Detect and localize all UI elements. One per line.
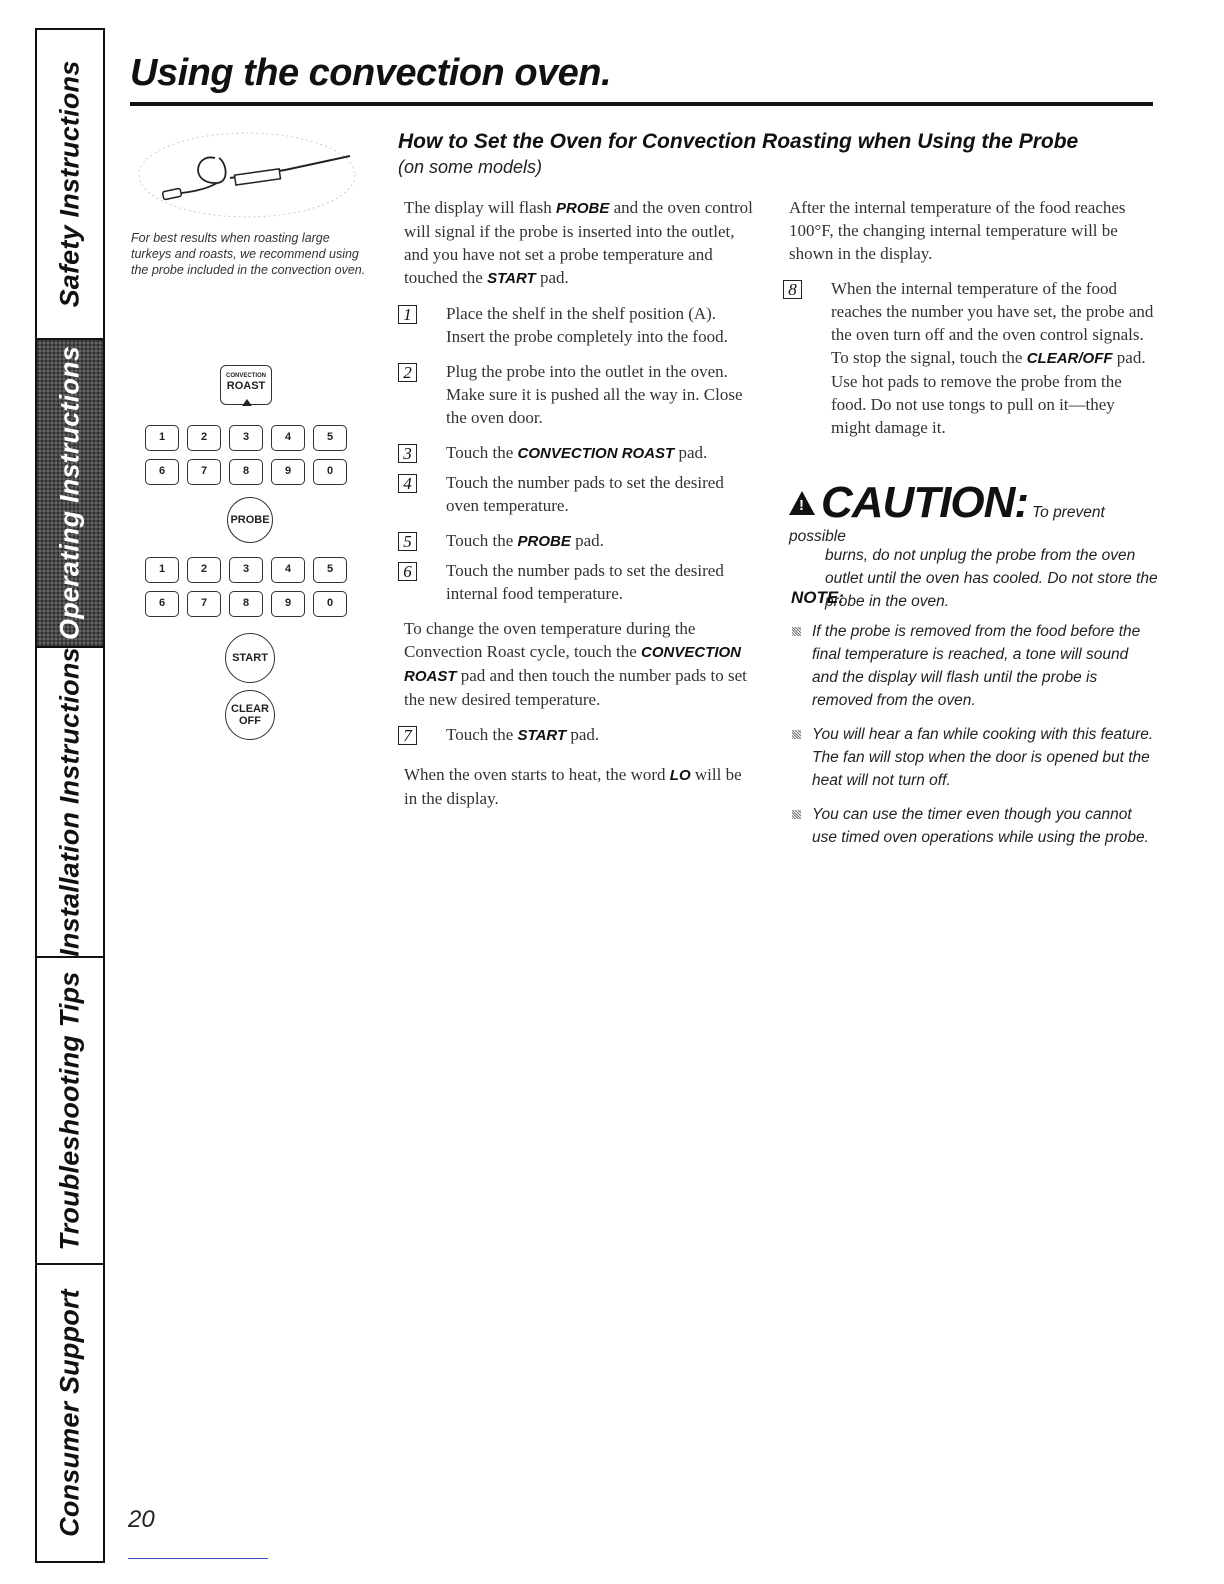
keyword: CONVECTION ROAST — [517, 445, 675, 462]
text: When the oven starts to heat, the word — [404, 765, 670, 784]
tab-installation-instructions[interactable] — [37, 648, 103, 958]
text: Touch the — [446, 531, 518, 550]
title-divider — [130, 102, 1153, 106]
step-number: 2 — [398, 363, 417, 382]
step-number: 5 — [398, 532, 417, 551]
step-8 — [789, 277, 1154, 439]
number-key: 2 — [187, 557, 221, 583]
tab-troubleshooting-tips[interactable] — [37, 958, 103, 1265]
warning-icon — [789, 491, 815, 515]
step-number: 1 — [398, 305, 417, 324]
step-5 — [404, 529, 754, 553]
intro-paragraph — [404, 196, 754, 290]
number-key: 3 — [229, 557, 263, 583]
number-key: 1 — [145, 557, 179, 583]
text: pad. — [674, 443, 708, 462]
page-number: 20 — [128, 1506, 155, 1533]
tab-label: Installation Instructions — [54, 647, 85, 957]
tab-safety-instructions[interactable] — [37, 30, 103, 340]
convection-key-large: ROAST — [226, 380, 266, 392]
text: pad. Use hot pads to remove the probe from the food. Do not use tongs to pull on it—they might damage it. — [831, 348, 1146, 437]
text: Touch the — [446, 725, 518, 744]
convection-key-small: CONVECTION — [225, 373, 266, 379]
keyword: PROBE — [517, 533, 571, 550]
tab-operating-instructions[interactable] — [37, 340, 103, 648]
note-heading: NOTE: — [791, 588, 844, 607]
number-key: 7 — [187, 459, 221, 485]
keyword: CLEAR/OFF — [1026, 350, 1113, 367]
tab-label: Operating Instructions — [54, 346, 85, 640]
keyword: PROBE — [556, 200, 610, 217]
clear-key-line2: OFF — [239, 715, 261, 727]
keyword: START — [487, 270, 536, 287]
step-number: 8 — [783, 280, 802, 299]
change-temperature-paragraph — [404, 617, 754, 711]
step-text: Place the shelf in the shelf position (A). Insert the probe completely into the food. — [446, 304, 728, 346]
step-number: 6 — [398, 562, 417, 581]
number-key: 3 — [229, 425, 263, 451]
step-3 — [404, 441, 754, 465]
figure-caption: For best results when roasting large turkeys and roasts, we recommend using the probe included in the convection oven. — [131, 231, 366, 277]
text: When the internal temperature of the food reaches the number you have set, the probe and the oven turn off and the oven control signals. To stop the signal, touch the — [831, 279, 1154, 367]
number-key: 4 — [271, 425, 305, 451]
start-key: START — [225, 633, 275, 683]
text: pad. — [535, 268, 569, 287]
indicator-arrow-icon — [242, 399, 252, 406]
step-number: 7 — [398, 726, 417, 745]
tab-label: Consumer Support — [54, 1289, 85, 1537]
instructions-column-middle — [404, 196, 754, 822]
keypad-illustration — [135, 345, 370, 745]
step-text: Plug the probe into the outlet in the oven. Make sure it is pushed all the way in. Close the oven door. — [446, 362, 743, 427]
notes-list — [792, 620, 1157, 860]
footer-divider — [128, 1558, 268, 1559]
step-number: 4 — [398, 474, 417, 493]
note-text: You can use the timer even though you cannot use timed oven operations while using the probe. — [812, 806, 1149, 846]
caution-heading: CAUTION: — [821, 478, 1029, 527]
note-text: You will hear a fan while cooking with this feature. The fan will stop when the door is opened but the heat will not turn off. — [812, 726, 1154, 789]
number-key: 7 — [187, 591, 221, 617]
text: pad. — [566, 725, 600, 744]
step-text: Touch the number pads to set the desired internal food temperature. — [446, 561, 724, 603]
step-6 — [404, 559, 754, 605]
bullet-icon — [792, 810, 801, 819]
caution-text-first: To prevent possible — [789, 504, 1105, 545]
text: will be in the display. — [404, 765, 742, 808]
caution-text: burns, do not unplug the probe from the oven outlet until the oven has cooled. Do not store the probe in the oven. — [825, 547, 1158, 610]
caution-box — [789, 478, 1159, 613]
after-paragraph: After the internal temperature of the food reaches 100°F, the changing internal temperature will be shown in the display. — [789, 198, 1126, 263]
step-2 — [404, 360, 754, 429]
number-key: 6 — [145, 591, 179, 617]
number-key: 9 — [271, 459, 305, 485]
step-number: 3 — [398, 444, 417, 463]
note-item — [792, 620, 1157, 712]
bullet-icon — [792, 627, 801, 636]
section-subtitle: (on some models) — [398, 157, 543, 177]
instructions-column-right — [789, 196, 1154, 451]
text: To change the oven temperature during the Convection Roast cycle, touch the — [404, 619, 696, 661]
step-7 — [404, 723, 754, 747]
clear-off-key — [225, 690, 275, 740]
bullet-icon — [792, 730, 801, 739]
clear-key-line1: CLEAR — [231, 703, 269, 715]
heat-paragraph — [404, 763, 754, 810]
step-1 — [404, 302, 754, 348]
number-key: 5 — [313, 557, 347, 583]
text: pad. — [570, 531, 604, 550]
keyword: CONVECTION ROAST — [404, 644, 742, 685]
text: and the oven control will signal if the probe is inserted into the outlet, and you have not set a probe temperature and touched the — [404, 198, 753, 287]
tab-label: Safety Instructions — [54, 60, 85, 308]
number-key: 9 — [271, 591, 305, 617]
tab-consumer-support[interactable] — [37, 1265, 103, 1561]
section-tab-strip — [35, 28, 105, 1563]
number-key: 1 — [145, 425, 179, 451]
section-title: How to Set the Oven for Convection Roasting when Using the Probe — [398, 130, 1079, 153]
number-key: 2 — [187, 425, 221, 451]
note-item — [792, 723, 1157, 792]
text: The display will flash — [404, 198, 557, 217]
probe-illustration — [135, 128, 360, 223]
convection-roast-key — [220, 365, 272, 405]
text: pad and then touch the number pads to set the new desired temperature. — [404, 666, 747, 709]
text: Touch the — [446, 443, 518, 462]
number-key: 8 — [229, 591, 263, 617]
note-item — [792, 803, 1157, 849]
note-text: If the probe is removed from the food before the final temperature is reached, a tone will sound and the display will flash until the probe is removed from the oven. — [812, 623, 1141, 709]
number-key: 8 — [229, 459, 263, 485]
number-key: 4 — [271, 557, 305, 583]
page-title: Using the convection oven. — [130, 52, 612, 94]
keyword: START — [517, 727, 567, 744]
number-key: 0 — [313, 591, 347, 617]
number-key: 0 — [313, 459, 347, 485]
step-4 — [404, 471, 754, 517]
number-key: 6 — [145, 459, 179, 485]
step-text: Touch the number pads to set the desired oven temperature. — [446, 473, 724, 515]
keyword: LO — [669, 767, 691, 784]
tab-label: Troubleshooting Tips — [54, 971, 85, 1250]
probe-key: PROBE — [227, 497, 273, 543]
number-key: 5 — [313, 425, 347, 451]
